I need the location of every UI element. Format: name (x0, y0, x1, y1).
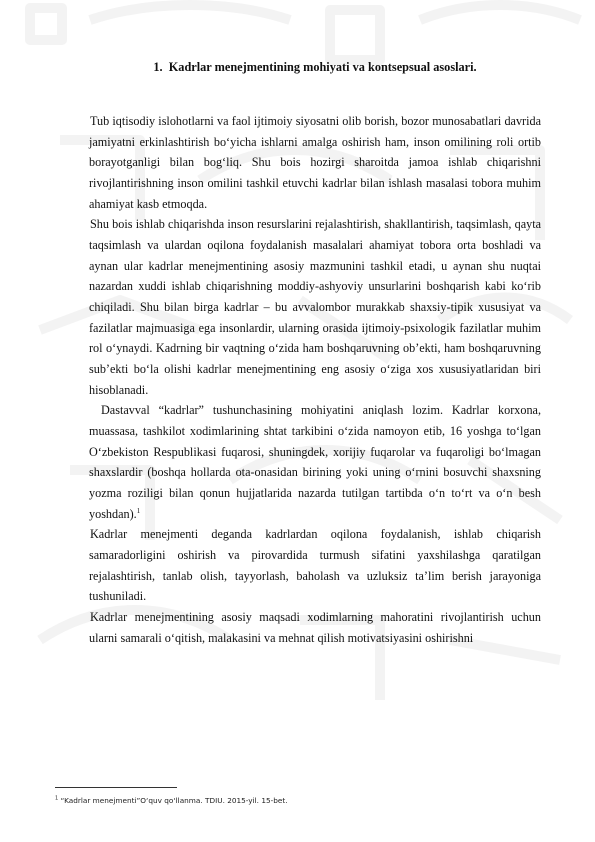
footnote-text: “Kadrlar menejmenti”O‘quv qo‘llanma. TDIU. 2015-yil. 15-bet. (60, 796, 288, 805)
paragraph-3 (89, 400, 541, 524)
footnote-reference[interactable]: 1 (136, 506, 141, 515)
paragraph-2: Shu bois ishlab chiqarishda inson resurslarini rejalashtirish, shakllantirish, taqsimlash, qayta taqsimlash va ulardan oqilona foydalanish masalalari ahamiyat tobora orta boshladi va aynan ular kadrlar menejmentining asosiy mazmunini tashkil etadi, u aynan shu nuqtai nazardan xuddi ishlab chiqarishning moddiy-ashyoviy unsurlarini boshqarish kabi ko‘rib chiqiladi. Shu bilan birga kadrlar – bu avvalombor murakkab shaxsiy-tipik xususiyat va fazilatlar majmuasiga ega insonlardir, ularning orasida ijtimoiy-psixologik fazilatlar muhim rol o‘ynaydi. Kadrning bir vaqtning o‘zida ham boshqaruvning ob’ekti, ham boshqaruvning sub’ekti bo‘la olishi kadrlar menejmentining eng asosiy o‘ziga xos xususiyatlaridan biri hisoblanadi. (89, 217, 541, 397)
footnote (55, 796, 535, 806)
paragraph-5: Kadrlar menejmentining asosiy maqsadi xodimlarning mahoratini rivojlantirish uchun ularni samarali o‘qitish, malakasini va mehnat qilish motivatsiyasini oshirishni (89, 610, 541, 645)
body-text (89, 111, 541, 648)
paragraph-1: Tub iqtisodiy islohotlarni va faol ijtimoiy siyosatni olib borish, bozor munosabatlari davrida jamiyatni erkinlashtirish bo‘yicha ishlarni amalga oshirish ham, inson omilining roli ortib borayotganligi bilan bog‘liq. Shu bois hozirgi sharoitda jamoa ishlab chiqarishni rivojlantirishning inson omilini tashkil etuvchi kadrlar bilan ishlash masalasi tobora muhim ahamiyat kasb etmoqda. (89, 114, 541, 211)
paragraph-4: Kadrlar menejmenti deganda kadrlardan oqilona foydalanish, ishlab chiqarish samaradorligini oshirish va pirovardida turmush sifatini yaxshilashga qaratilgan rejalashtirish, tanlab olish, tayyorlash, baholash va uzluksiz ta’lim berish jarayoniga tushuniladi. (89, 527, 541, 604)
section-number: 1. (153, 60, 163, 74)
section-heading (89, 59, 541, 75)
paragraph-3-text: Dastavval “kadrlar” tushunchasining mohiyatini aniqlash lozim. Kadrlar korxona, muassasa, tashkilot xodimlarining shtat tarkibini o‘zida namoyon etib, 16 yoshga to‘lgan O‘zbekiston Respublikasi fuqarosi, shuningdek, xorijiy fuqarolar va fuqaroligi bo‘lmagan shaxslardir (boshqa hollarda ota-onasidan birining yoki uning o‘rnini bosuvchi shaxsning yozma roziligi bilan qonun hujjatlarida nazarda tutilgan tartibda o‘n to‘rt va o‘n besh yoshdan). (89, 403, 541, 521)
section-title: Kadrlar menejmentining mohiyati va kontsepsual asoslari. (168, 60, 477, 74)
footnote-marker: 1 (55, 795, 59, 802)
footnote-separator (55, 787, 177, 788)
